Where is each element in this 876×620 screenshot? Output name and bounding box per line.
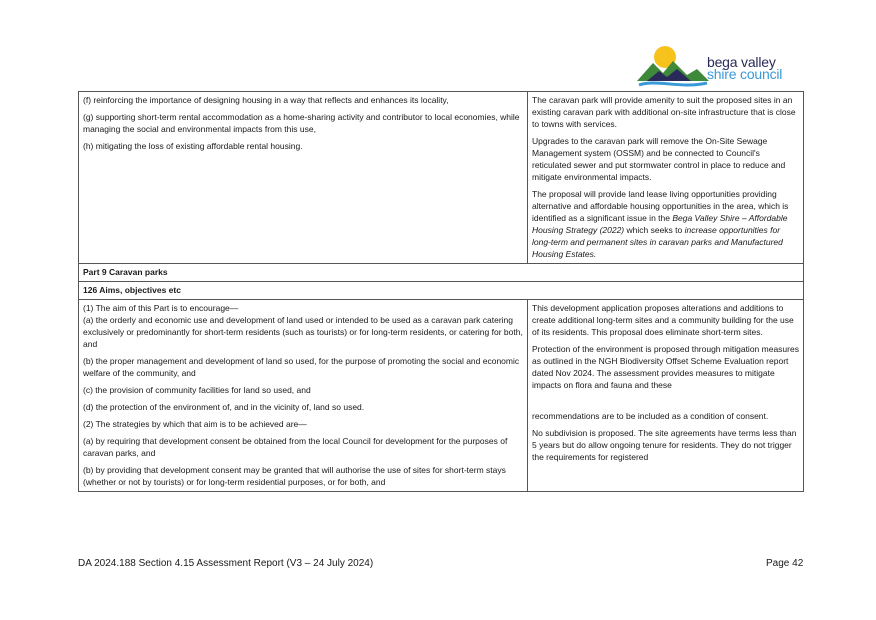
clause-f: (f) reinforcing the importance of designing housing in a way that reflects and enhances its locality, [83,95,449,105]
page-number: Page 42 [766,558,804,569]
part-heading: Part 9 Caravan parks [79,264,804,282]
table-row [79,282,804,300]
clause-c: (c) the provision of community facilities for land so used, and [83,385,311,395]
right-cell [528,92,804,264]
left-cell [79,300,528,492]
clause-2a: (a) by requiring that development consent be obtained from the local Council for development for the purposes of caravan parks, and [83,436,508,458]
comment-subdivision: No subdivision is proposed. The site agreements have terms less than 5 years but do allow ongoing tenure for residents. They do not trigger the requirements for registered [532,428,797,462]
comment-recommendations: recommendations are to be included as a condition of consent. [532,411,769,421]
clause-2b: (b) by providing that development consent may be granted that will authorise the use of sites for short-term stays (whether or not by tourists) or for long-term residential purposes, or for both, and [83,465,506,487]
comment-affordable-housing: The proposal will provide land lease living opportunities providing alternative and affordable housing opportunities in the area, which is identified as a significant issue in the Bega Valley Shire – Affordable Housing Strategy (2022) which seeks to increase opportunities for long-term and permanent sites in caravan parks and Manufactured Housing Estates. [532,189,789,259]
clause-g: (g) supporting short-term rental accommodation as a home-sharing activity and contributor to local economies, while managing the social and environmental impacts from this use, [83,112,520,134]
clause-b: (b) the proper management and development of land so used, for the purpose of promoting the social and economic welfare of the community, and [83,356,520,378]
strategy-title: Bega Valley Shire – Affordable Housing Strategy (2022) [532,213,788,235]
comment-amenity: The caravan park will provide amenity to suit the proposed sites in an existing caravan park with additional on-site infrastructure that is close to towns with services. [532,95,796,129]
table-row [79,264,804,282]
right-cell [528,300,804,492]
clause-d: (d) the protection of the environment of, and in the vicinity of, land so used. [83,402,365,412]
clause-2: (2) The strategies by which that aim is to be achieved are— [83,419,307,429]
clause-intro: (1) The aim of this Part is to encourage— (a) the orderly and economic use and development of land used or intended to be used as a caravan park catering exclusively or predominantly for short-term residents (such as tourists) or for long-term residents, or catering for both, and [83,303,523,349]
table-row [79,92,804,264]
logo-line2: shire council [707,66,783,82]
strategy-quote: increase opportunities for long-term and permanent sites in caravan parks and Manufactured Housing Estates. [532,225,783,259]
left-cell [79,92,528,264]
section-heading: 126 Aims, objectives etc [79,282,804,300]
logo-line1: bega valley [707,54,776,70]
logo-mark-icon [637,41,709,89]
comment-environment: Protection of the environment is proposed through mitigation measures as outlined in the NGH Biodiversity Offset Scheme Evaluation report dated Nov 2024. The assessment provides measures to mitigate impacts on flora and fauna and these [532,344,799,390]
footer-document-title: DA 2024.188 Section 4.15 Assessment Report (V3 – 24 July 2024) [78,558,374,569]
clause-h: (h) mitigating the loss of existing affordable rental housing. [83,141,303,151]
comment-sewage: Upgrades to the caravan park will remove the On-Site Sewage Management system (OSSM) and be connected to Council's reticulated sewer and put stormwater control in place to reduce and mitigate environmental impacts. [532,136,786,182]
bega-valley-logo [637,41,807,91]
table-row [79,300,804,492]
assessment-table [78,91,804,492]
comment-alterations: This development application proposes alterations and additions to create additional long-term sites and a community building for the use of its residents. This proposal does eliminate short-term sites. [532,303,794,337]
